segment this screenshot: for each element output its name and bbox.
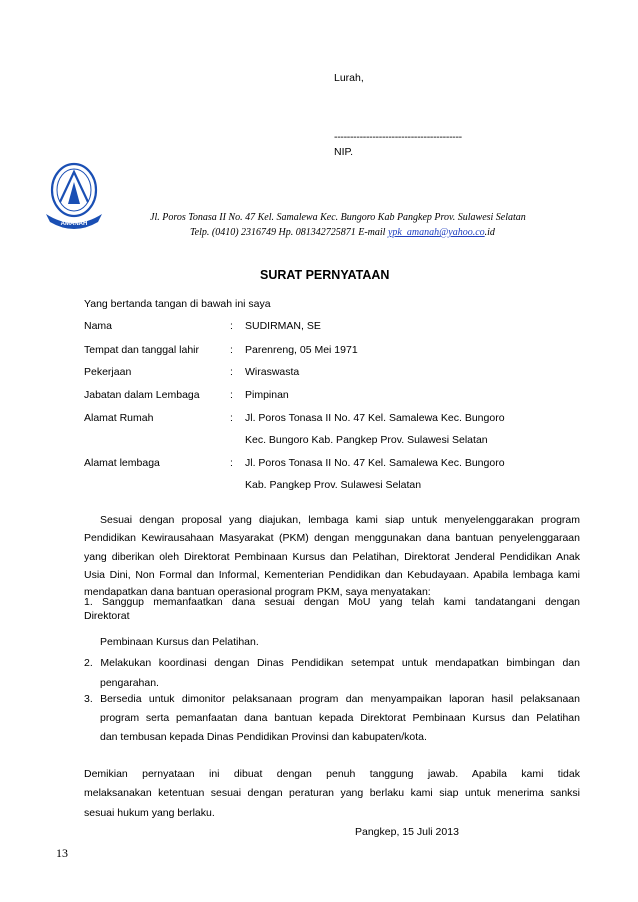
field-separator: : (230, 366, 233, 378)
list-item-1: 1. Sanggup memanfaatkan dana sesuai dengan MoU yang telah kami tandatangani dengan (84, 596, 580, 608)
list-item-1-cont: Direktorat (84, 610, 130, 622)
paragraph-line: Sesuai dengan proposal yang diajukan, lembaga kami siap untuk menyelenggarakan program (100, 514, 580, 526)
list-item-3-cont2: dan tembusan kepada Dinas Pendidikan Provinsi dan kabupaten/kota. (100, 731, 427, 743)
field-value-home-address-2: Kec. Bungoro Kab. Pangkep Prov. Sulawesi Selatan (245, 434, 488, 446)
field-separator: : (230, 457, 233, 469)
letterhead-contact (190, 227, 495, 238)
intro-text: Yang bertanda tangan di bawah ini saya (84, 298, 271, 310)
field-value-institution-address: Jl. Poros Tonasa II No. 47 Kel. Samalewa Kec. Bungoro (245, 457, 505, 469)
paragraph-line: Pendidikan Kewirausahaan Masyarakat (PKM) dengan menggunakan dana bantuan penyelenggaraan (84, 532, 580, 544)
signature-line: ---------------------------------------- (334, 131, 462, 143)
field-label-institution-address: Alamat lembaga (84, 457, 160, 469)
field-label-birth: Tempat dan tanggal lahir (84, 344, 199, 356)
list-item-3-cont: program serta pemanfaatan dana bantuan kepada Direktorat Pembinaan Kursus dan Pelatihan (100, 712, 580, 724)
field-label-home-address: Alamat Rumah (84, 412, 154, 424)
field-label-position: Jabatan dalam Lembaga (84, 389, 200, 401)
paragraph-line: mendapatkan dana bantuan operasional program PKM, saya menyatakan: (84, 586, 431, 598)
closing-line: Demikian pernyataan ini dibuat dengan penuh tanggung jawab. Apabila kami tidak (84, 768, 580, 780)
letterhead-contact-prefix: Telp. (0410) 2316749 Hp. 081342725871 E-mail (190, 227, 388, 238)
field-value-institution-address-2: Kab. Pangkep Prov. Sulawesi Selatan (245, 479, 422, 491)
paragraph-line: Usia Dini, Non Formal dan Informal, Kementerian Pendidikan dan Kebudayaan. Apabila lembaga kami (84, 569, 580, 581)
field-separator: : (230, 389, 233, 401)
list-item-1-cont2: Pembinaan Kursus dan Pelatihan. (100, 636, 259, 648)
place-date: Pangkep, 15 Juli 2013 (355, 826, 459, 838)
list-item-2: 2. Melakukan koordinasi dengan Dinas Pendidikan setempat untuk mendapatkan bimbingan dan (84, 657, 580, 669)
logo-text: AMANAH (60, 221, 88, 227)
closing-line: melaksanakan ketentuan sesuai dengan peraturan yang berlaku kami siap untuk menerima sanksi (84, 787, 580, 799)
field-value-birth: Parenreng, 05 Mei 1971 (245, 344, 358, 356)
organization-logo (40, 160, 108, 232)
page-number: 13 (56, 846, 68, 860)
field-value-occupation: Wiraswasta (245, 366, 300, 378)
signature-title: Lurah, (334, 72, 364, 84)
letterhead-address: Jl. Poros Tonasa II No. 47 Kel. Samalewa Kec. Bungoro Kab Pangkep Prov. Sulawesi Selatan (150, 212, 526, 223)
field-separator: : (230, 344, 233, 356)
email-link[interactable]: ypk_amanah@yahoo.co (387, 227, 485, 238)
signature-nip: NIP. (334, 146, 354, 158)
field-value-home-address: Jl. Poros Tonasa II No. 47 Kel. Samalewa Kec. Bungoro (245, 412, 505, 424)
field-label-occupation: Pekerjaan (84, 366, 132, 378)
closing-line: sesuai hukum yang berlaku. (84, 807, 215, 819)
field-value-name: SUDIRMAN, SE (245, 320, 321, 332)
list-item-2-cont: pengarahan. (100, 677, 159, 689)
field-separator: : (230, 320, 233, 332)
field-value-position: Pimpinan (245, 389, 289, 401)
document-title: SURAT PERNYATAAN (260, 268, 390, 282)
paragraph-line: yang diberikan oleh Direktorat Pembinaan Kursus dan Pelatihan, Direktorat Jenderal Pendidikan Anak (84, 551, 580, 563)
list-item-3: 3. Bersedia untuk dimonitor pelaksanaan program dan menyampaikan laporan hasil pelaksanaan (84, 693, 580, 705)
field-label-name: Nama (84, 320, 113, 332)
field-separator: : (230, 412, 233, 424)
email-suffix: .id (484, 227, 495, 238)
